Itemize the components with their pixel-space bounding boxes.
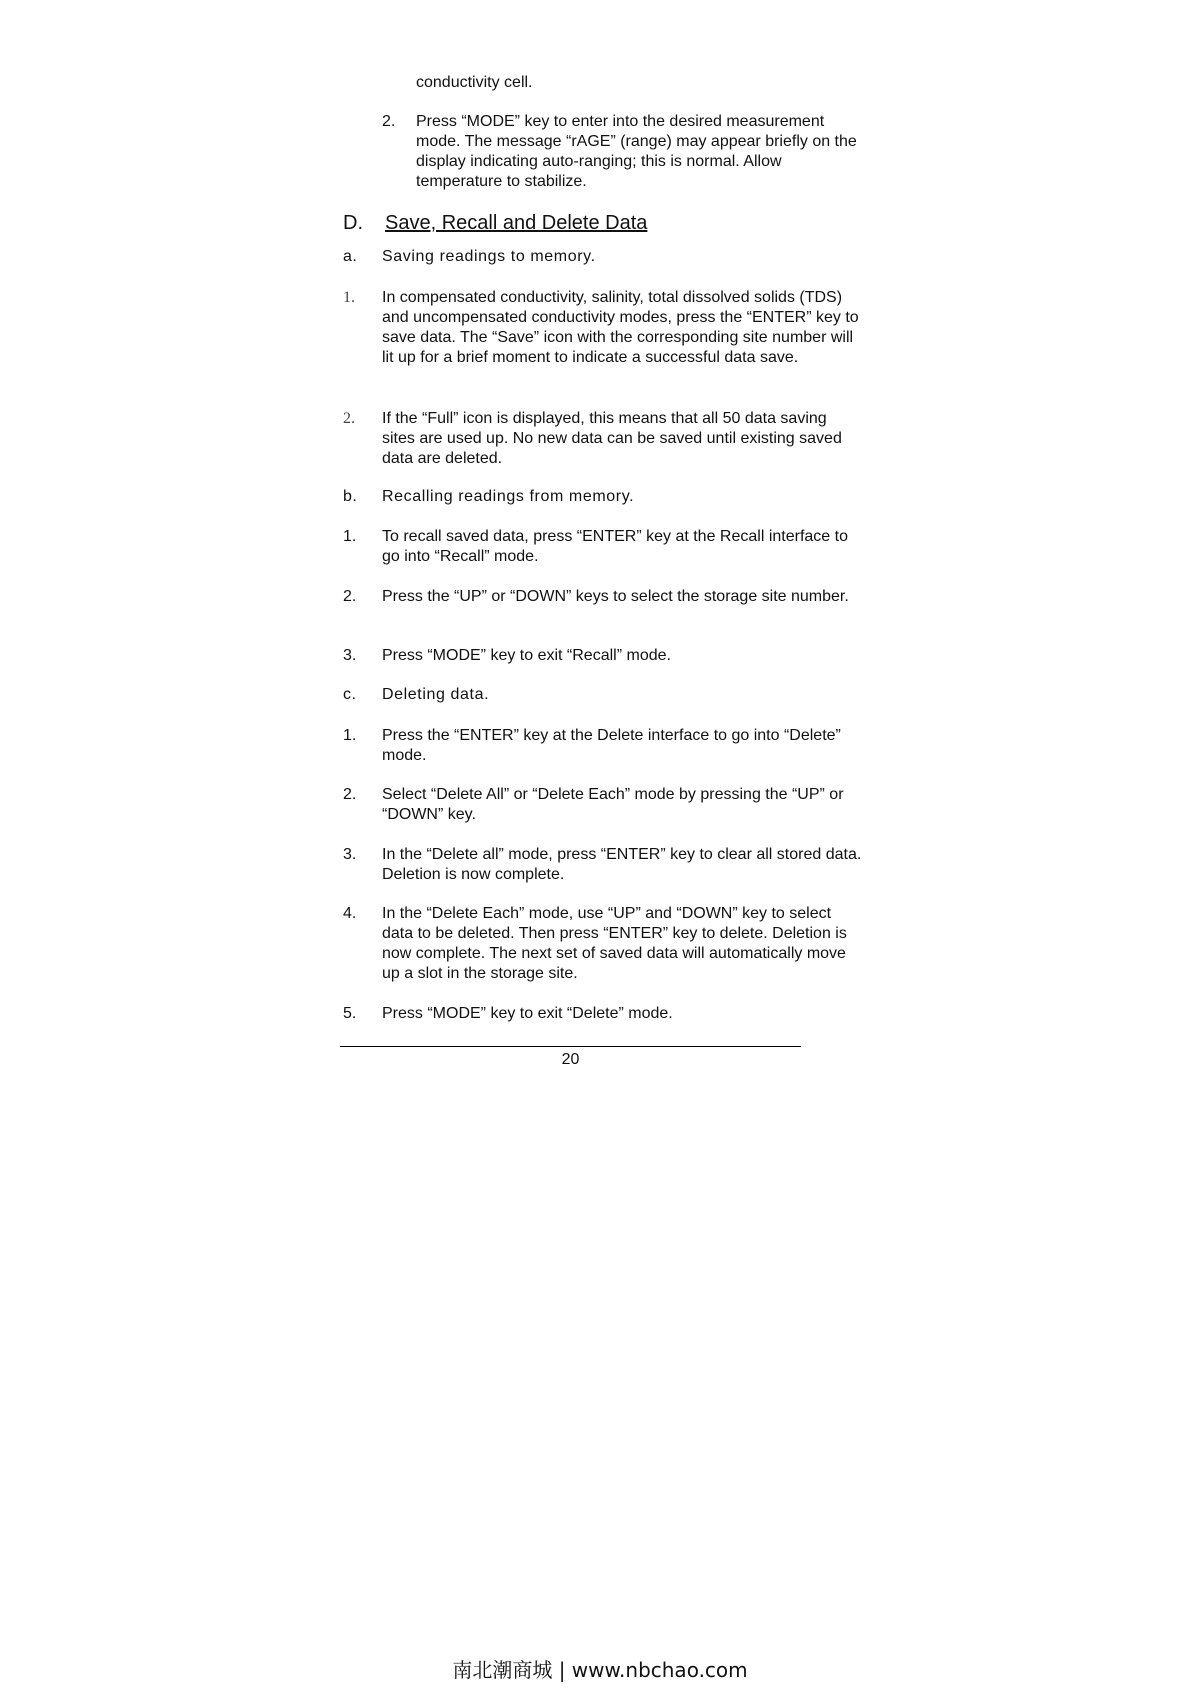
intro-item-2: 2. Press “MODE” key to enter into the desired measurement mode. The message “rAGE” (range) may appear briefly on the display indicating auto-ranging; this is normal. Allow temperature to stabilize. [382,113,857,190]
watermark: 南北潮商城 | www.nbchao.com [452,1658,748,1682]
list-item: 3. Press “MODE” key to exit “Recall” mode. [343,647,671,664]
list-item: 1. In compensated conductivity, salinity, total dissolved solids (TDS) and uncompensated conductivity modes, press the “ENTER” key to save data. The “Save” icon with the corresponding site number will lit up for a brief moment to indicate a successful data save. [343,289,859,366]
list-item: 2. Select “Delete All” or “Delete Each” mode by pressing the “UP” or “DOWN” key. [343,786,844,823]
continuation-text: conductivity cell. [416,74,533,91]
list-item: 2. Press the “UP” or “DOWN” keys to select the storage site number. [343,588,849,605]
list-item: 3. In the “Delete all” mode, press “ENTER” key to clear all stored data. Deletion is now complete. [343,846,862,883]
list-item: 4. In the “Delete Each” mode, use “UP” and “DOWN” key to select data to be deleted. Then press “ENTER” key to delete. Deletion is now complete. The next set of saved data will automatically move up a slot in the storage site. [343,905,847,982]
page-number: 20 [561,1051,580,1068]
footer-rule [340,1046,801,1047]
list-item: 1. Press the “ENTER” key at the Delete interface to go into “Delete” mode. [343,727,841,764]
list-item: 5. Press “MODE” key to exit “Delete” mode. [343,1005,673,1022]
subsection-a-heading: a. Saving readings to memory. [343,248,596,265]
subsection-b-heading: b. Recalling readings from memory. [343,488,635,505]
subsection-c-heading: c. Deleting data. [343,686,490,703]
list-item: 2. If the “Full” icon is displayed, this means that all 50 data saving sites are used up. No new data can be saved until existing saved data are deleted. [343,410,842,467]
list-item: 1. To recall saved data, press “ENTER” key at the Recall interface to go into “Recall” mode. [343,528,848,565]
section-heading: D. Save, Recall and Delete Data [343,212,648,234]
